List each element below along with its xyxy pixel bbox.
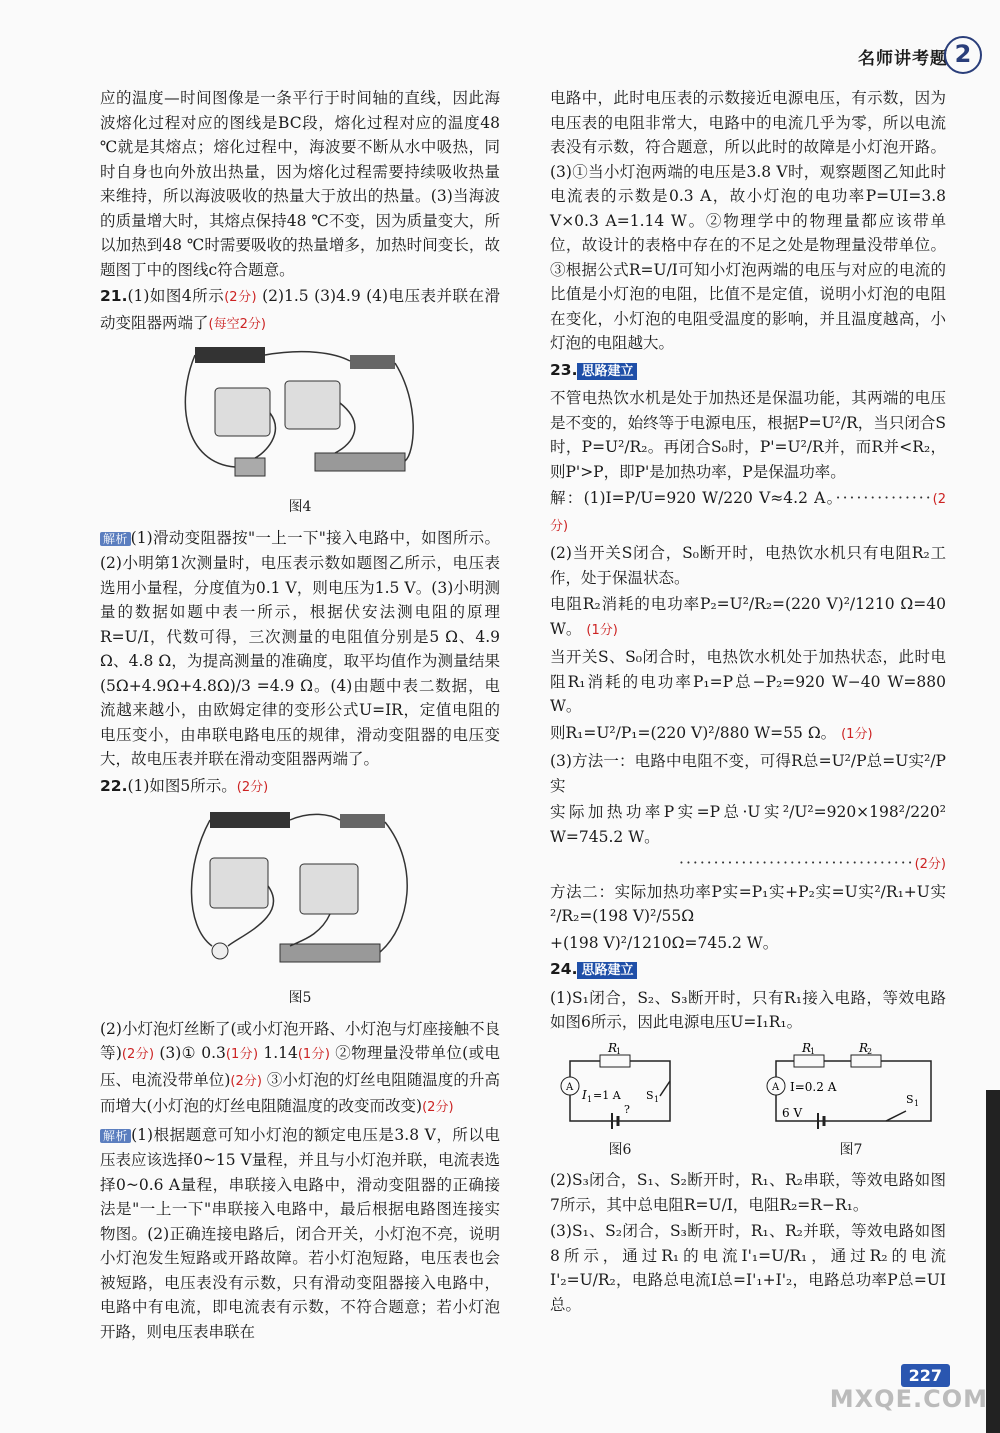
paragraph: (2)当开关S闭合，S₀断开时，电热饮水机只有电阻R₂工作，处于保温状态。 (550, 544, 946, 587)
r2-label: R (859, 1040, 869, 1055)
switch-sub: 1 (654, 1094, 660, 1104)
switch-icon (340, 814, 385, 828)
solution-line (550, 721, 946, 748)
battery-icon (195, 347, 265, 363)
question-number: 22. (100, 776, 128, 795)
silu-tag: 思路建立 (577, 363, 637, 380)
voltmeter-icon (285, 381, 340, 429)
figure-5-circuit (180, 806, 420, 984)
bulb-icon (212, 943, 228, 959)
solution-line (550, 592, 946, 643)
header-logo-icon: 2 (944, 36, 982, 74)
answer-text: (2)1.5 (3)4.9 (4)电压表并联在滑动变阻器两端了 (100, 287, 500, 332)
r2-sub: 2 (867, 1046, 873, 1056)
ammeter-icon (300, 864, 358, 914)
figure-6 (550, 1041, 690, 1169)
score-mark: (1分) (297, 1047, 330, 1062)
answer-text: ③小灯泡的灯丝电阻随温度的升高而增大(小灯泡的灯丝电阻随温度的改变而改变) (100, 1070, 500, 1115)
question-number: 23. (550, 360, 578, 379)
question-21 (100, 284, 500, 337)
resistor-icon (794, 1055, 824, 1067)
edge-tab (986, 1090, 1000, 1433)
answer-text: (1)如图4所示 (127, 287, 225, 305)
battery-icon (210, 812, 290, 828)
silu-tag: 思路建立 (577, 962, 637, 979)
score-mark: (2分) (914, 857, 946, 872)
answer-text: (3)① 0.3 (159, 1044, 226, 1062)
page-number: 227 (901, 1364, 950, 1387)
question-24-heading (550, 957, 946, 984)
score-mark: (2分) (230, 1073, 262, 1089)
paragraph: (3)S₁、S₂闭合，S₃断开时，R₁、R₂并联，等效电路如图8所示，通过R₁的电流I'₁=U/R₁，通过R₂的电流I'₂=U/R₂，电路总电流I总=I'₁+I'₂，电路总功率P总=UI总。 (550, 1222, 946, 1314)
r1-sub: 1 (616, 1046, 622, 1056)
rheostat-icon (280, 944, 380, 962)
paragraph: 应的温度—时间图像是一条平行于时间轴的直线，因此海波熔化过程对应的图线是BC段，熔化过程对应的温度48 ℃就是其熔点；熔化过程中，海波要不断从水中吸热，同时自身也向外放出热量，因为熔化过程需要持续吸收热量来维持，所以海波吸收的热量大于放出的热量。(3)当海波的质量增大时，其熔点保持48 ℃不变，因为质量变大，所以加热到48 ℃时需要吸收的热量增多，加热时间变长，故题图丁中的图线c符合题意。 (100, 89, 500, 279)
explanation-22 (100, 1123, 500, 1345)
paragraph: 不管电热饮水机是处于加热还是保温功能，其两端的电压是不变的，始终等于电源电压，根据P=U²/R，当只闭合S时，P=U²/R₂。再闭合S₀时，P'=U²/R并，而R并<R₂，则P'>P，即P'是加热功率，P是保温功率。 (550, 389, 946, 481)
solution-text: 电阻R₂消耗的电功率P₂=U²/R₂=(220 V)²/1210 Ω=40 W。 (550, 595, 946, 638)
figure-7-circuit (756, 1041, 946, 1136)
question-number: 21. (100, 287, 128, 305)
switch-icon (886, 1111, 906, 1121)
figure-6-circuit (550, 1041, 690, 1136)
answer-22-more (100, 1017, 500, 1121)
paragraph: 电路中，此时电压表的示数接近电源电压，有示数，因为电压表的电阻非常大，电路中的电流几乎为零，所以电流表没有示数，符合题意，所以此时的故障是小灯泡开路。(3)①当小灯泡两端的电压是3.8 V时，观察题图乙知此时电流表的示数是0.3 A，故小灯泡的电功率P=UI=3.8 V×0.3 A=1.14 W。②物理学中的物理量都应该带单位，故设计的表格中存在的不足之处是物理量没带单位。③根据公式R=U/I可知小灯泡两端的电压与对应的电流的比值是小灯泡的电阻，比值不是定值，说明小灯泡的电阻在变化，小灯泡的电阻受温度的影响，并且温度越高，小灯泡的电阻越大。 (550, 89, 946, 352)
figure-4-circuit (175, 343, 425, 493)
paragraph: 当开关S、S₀闭合时，电热饮水机处于加热状态，此时电阻R₁消耗的电功率P₁=P总−P₂=920 W−40 W=880 W。 (550, 648, 946, 715)
unknown-voltage: ? (624, 1102, 630, 1116)
answer-text: ②物理量没带单位(或电压、电流没带单位) (100, 1044, 500, 1089)
jiexi-label: 解析 (100, 532, 131, 546)
voltage-label: 6 V (782, 1105, 803, 1120)
switch-label: S (646, 1088, 654, 1102)
rheostat-icon (315, 453, 405, 471)
resistor-icon (600, 1055, 630, 1067)
paragraph: +(198 V)²/1210Ω=745.2 W。 (550, 933, 779, 952)
score-mark: (2分) (224, 290, 257, 305)
figure-caption: 图4 (288, 499, 312, 515)
paragraph: (2)S₃闭合，S₁、S₂断开时，R₁、R₂串联，等效电路如图7所示，其中总电阻R=U/I，电阻R₂=R−R₁。 (550, 1171, 946, 1214)
figure-7 (756, 1041, 946, 1169)
dot-leader: ·································· (679, 854, 915, 872)
answer-text: 1.14 (263, 1044, 298, 1062)
score-mark: (1分) (586, 622, 618, 638)
r1-label: R (608, 1040, 618, 1055)
explanation-text: (1)滑动变阻器按"一上一下"接入电路中，如图所示。(2)小明第1次测量时，电压表示数如题图乙所示，电压表选用小量程，分度值为0.1 V，则电压为1.5 V。(3)小明测量的数据如题中表一所示，根据伏安法测电阻的原理R=U/I，代数可得，三次测量的电阻值分别是5 Ω、4.9 Ω、4.8 Ω，为提高测量的准确度，取平均值作为测量结果 (5Ω+4.9Ω+4.8Ω)/3 =4.9 Ω。(4)由题中表二数据，电流越来越小，由欧姆定律的变形公式U=IR，定值电阻的电压变小，由串联电路电压的规律，滑动变阻器的电压变大，故电压表并联在滑动变阻器两端了。 (100, 528, 500, 768)
figure-caption: 图7 (839, 1141, 863, 1158)
current-sub: 1 (587, 1094, 593, 1104)
current-value: =1 A (593, 1088, 621, 1102)
figure-caption: 图6 (608, 1141, 632, 1158)
paragraph: 实际加热功率P实=P总·U实²/U²=920×198²/220² W=745.2 W。 (550, 803, 946, 846)
current-label: I (582, 1087, 587, 1102)
score-mark: (2分) (236, 779, 269, 795)
switch-icon (350, 355, 395, 369)
score-mark: (2分) (422, 1100, 454, 1115)
voltmeter-icon (210, 858, 268, 908)
score-mark: (每空2分) (208, 316, 266, 332)
question-22 (100, 774, 500, 801)
solution-line (550, 486, 946, 539)
circuit-figures (550, 1041, 946, 1169)
answer-text: (1)如图5所示。 (127, 776, 237, 795)
resistor-icon (235, 458, 265, 476)
question-number: 24. (550, 960, 578, 978)
current-label: I=0.2 A (790, 1079, 837, 1094)
watermark: MXQE.COM (829, 1385, 988, 1413)
score-mark: (2分) (121, 1047, 155, 1062)
paragraph: (3)方法一：电路中电阻不变，可得R总=U²/P总=U实²/P实 (550, 752, 946, 795)
right-column (550, 86, 946, 1319)
page-header-title: 名师讲考题 (858, 49, 948, 69)
solution-line (550, 851, 946, 878)
ammeter-label: A (566, 1081, 574, 1093)
answer-text: (2)小灯泡灯丝断了(或小灯泡开路、小灯泡与灯座接触不良等) (100, 1019, 501, 1062)
score-mark: (2分) (550, 492, 946, 534)
switch-sub: 1 (914, 1098, 920, 1108)
solution-text: 则R₁=U²/P₁=(220 V)²/880 W=55 Ω。 (550, 723, 837, 742)
switch-label: S (906, 1092, 914, 1106)
switch-icon (660, 1081, 670, 1096)
paragraph: 方法二：实际加热功率P实=P₁实+P₂实=U实²/R₁+U实²/R₂=(198 V)²/55Ω (550, 882, 946, 925)
dot-leader: ·············· (835, 489, 933, 507)
r1-label: R (802, 1040, 812, 1055)
ammeter-label: A (772, 1081, 780, 1093)
r1-sub: 1 (810, 1046, 816, 1056)
figure-caption: 图5 (288, 990, 312, 1006)
resistor-icon (851, 1055, 881, 1067)
ammeter-icon (215, 388, 270, 436)
explanation-21 (100, 526, 500, 772)
score-mark: (1分) (225, 1047, 259, 1062)
score-mark: (1分) (841, 726, 873, 742)
solution-text: 解：(1)I=P/U=920 W/220 V≈4.2 A。 (550, 489, 836, 507)
explanation-text: (1)根据题意可知小灯泡的额定电压是3.8 V，所以电压表应该选择0~15 V量程，并且与小灯泡并联，电流表选择0~0.6 A量程，串联接入电路中，滑动变阻器的正确接法是"一上一下"串联接入电路中，最后根据电路图连接实物图。(2)正确连接电路后，闭合开关，小灯泡不亮，说明小灯泡发生短路或开路故障。若小灯泡短路，电压表也会被短路，电压表没有示数，只有滑动变阻器接入电路中，电路中有电流，即电流表有示数，不符合题意；若小灯泡开路，则电压表串联在 (100, 1125, 500, 1341)
left-column (100, 86, 500, 1346)
question-23-heading (550, 358, 946, 385)
jiexi-label: 解析 (100, 1129, 131, 1143)
paragraph: (1)S₁闭合，S₂、S₃断开时，只有R₁接入电路，等效电路如图6所示，因此电源电压U=I₁R₁。 (550, 988, 946, 1031)
